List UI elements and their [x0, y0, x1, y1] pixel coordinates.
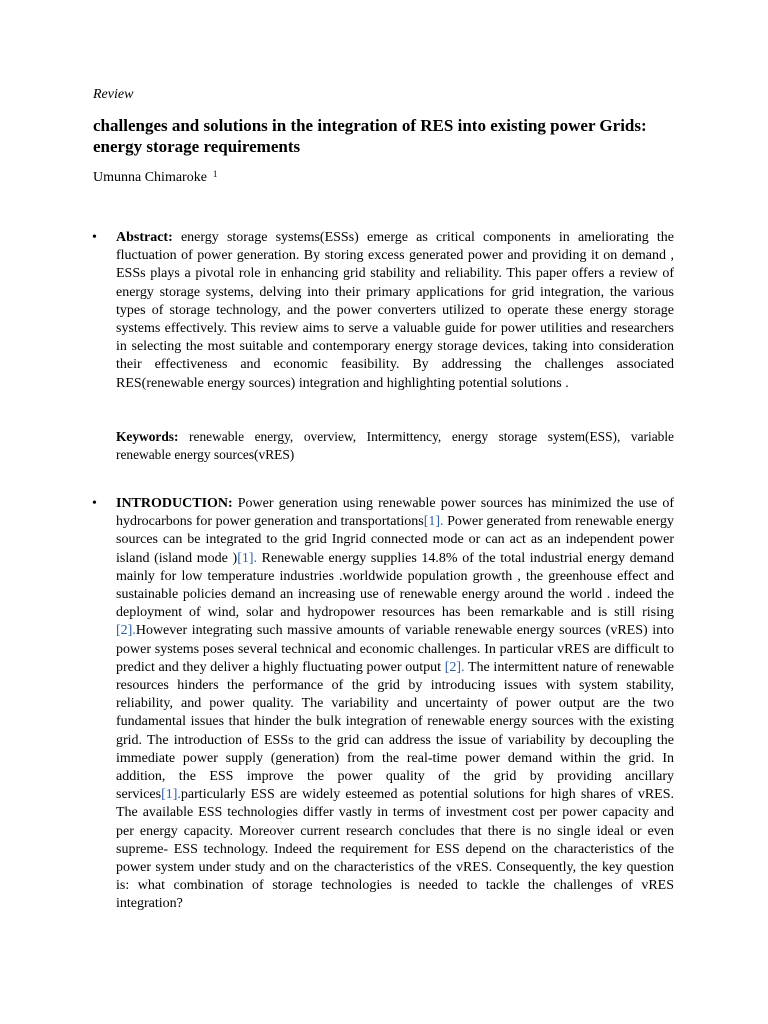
article-type-label: Review: [93, 87, 134, 102]
intro-text-4: However integrating such massive amounts of variable renewable energy sources (vRES) into power systems poses several technical and economic challenges. In particular vRES are difficult to predict and they deliver a highly fluctuating power output: [116, 623, 674, 675]
abstract-bullet: •: [92, 230, 97, 245]
abstract-heading: Abstract:: [116, 230, 173, 245]
abstract-section: [116, 229, 674, 393]
keywords-section: [116, 428, 674, 464]
author-name: Umunna Chimaroke: [93, 170, 207, 185]
citation-link-1[interactable]: [1].: [423, 514, 444, 530]
introduction-section: [116, 495, 674, 914]
author-line: [93, 170, 217, 186]
author-affiliation-number: 1: [212, 169, 218, 179]
citation-link-2[interactable]: [1].: [237, 550, 258, 566]
citation-link-3[interactable]: [2].: [116, 623, 136, 639]
intro-text-6: particularly ESS are widely esteemed as potential solutions for high shares of vRES. The available ESS technologies differ vastly in terms of investment cost per power capacity and per energy capacity. Moreover current research concludes that there is no single ideal or even supreme- ESS technology. Indeed the requirement for ESS depend on the characteristics of the power system under study and on the characteristics of the vRES. Consequently, the key question is: what combination of storage technologies is needed to tackle the challenges of vRES integration?: [116, 787, 674, 912]
introduction-heading: INTRODUCTION:: [116, 496, 233, 511]
paper-title: challenges and solutions in the integration of RES into existing power Grids: energy storage requirements: [93, 116, 647, 156]
citation-link-4[interactable]: [2].: [444, 659, 465, 675]
intro-text-3: Renewable energy supplies 14.8% of the total industrial energy demand mainly for low temperature industries .worldwide population growth , the greenhouse effect and sustainable policies demand an increasing use of renewable energy around the world . indeed the deployment of wind, solar and hydropower resources has been remarkable and is still rising: [116, 550, 674, 621]
intro-text-5: The intermittent nature of renewable resources hinders the performance of the grid by introducing issues with system stability, reliability, and power quality. The variability and uncertainty of power output are the two fundamental issues that hinder the bulk integration of renewable energy sources with the existing grid. The introduction of ESSs to the grid can address the issue of variability by decoupling the immediate power supply (generation) from the real-time power demand within the grid. In addition, the ESS improve the power quality of the grid by providing ancillary services: [116, 659, 674, 803]
citation-link-5[interactable]: [1].: [161, 787, 181, 803]
abstract-text: energy storage systems(ESSs) emerge as critical components in ameliorating the fluctuation of power generation. By storing excess generated power and providing it on demand , ESSs plays a pivotal role in enhancing grid stability and reliability. This paper offers a review of energy storage systems, delving into their primary applications for grid integration, the various types of storage technology, and the power converters utilized to operate these energy storage systems effectively. This review aims to serve a valuable guide for power utilities and researchers in selecting the most suitable and contemporary energy storage devices, taking into consideration their effectiveness and economic feasibility. By addressing the challenges associated RES(renewable energy sources) integration and highlighting potential solutions .: [116, 230, 674, 391]
introduction-bullet: •: [92, 496, 97, 511]
keywords-heading: Keywords:: [116, 429, 179, 444]
keywords-text: renewable energy, overview, Intermittency, energy storage system(ESS), variable renewable energy sources(vRES): [116, 429, 674, 463]
intro-text-1: Power generation using renewable power sources has minimized the use of hydrocarbons for power generation and transportations: [116, 496, 674, 530]
intro-text-2: Power generated from renewable energy sources can be integrated to the grid Ingrid connected mode or can act as an independent power island (island mode ): [116, 514, 674, 566]
